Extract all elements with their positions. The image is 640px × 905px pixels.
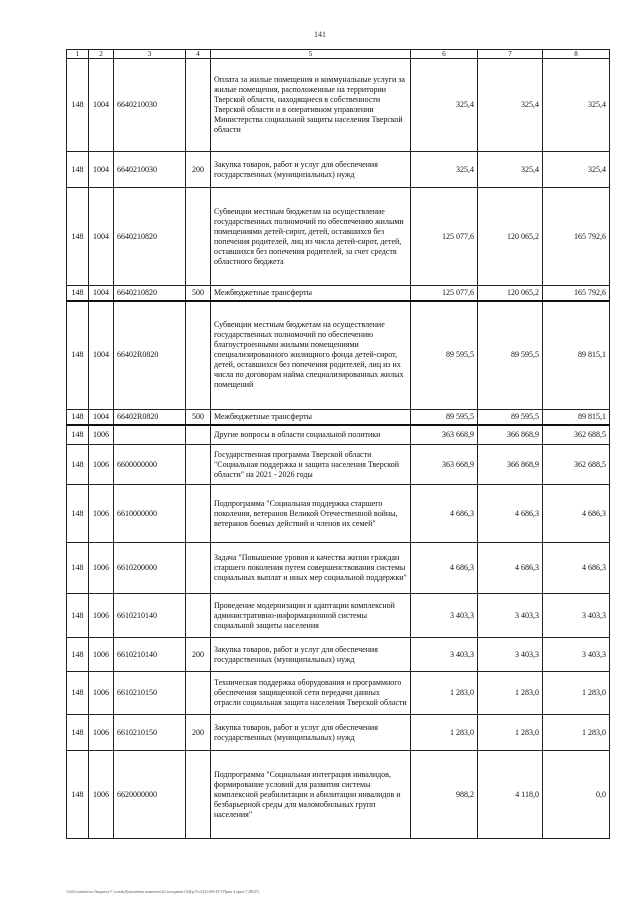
row-cell-amount-2024: 1 283,0 <box>411 715 478 751</box>
row-cell-name: Задача "Повышение уровня и качества жизни граждан старшего поколения путем совершенствования системы социальных выплат и иных мер социальной поддержки" <box>211 543 411 594</box>
table-row <box>67 543 610 594</box>
table-row <box>67 672 610 715</box>
row-cell-subsection: 1004 <box>89 59 114 152</box>
row-cell-target-code: 6610210150 <box>114 715 186 751</box>
row-cell-section: 148 <box>67 59 89 152</box>
table-row <box>67 188 610 286</box>
row-cell-amount-2025: 120 065,2 <box>478 286 543 302</box>
row-cell-section: 148 <box>67 543 89 594</box>
row-cell-amount-2025: 325,4 <box>478 59 543 152</box>
row-cell-section: 148 <box>67 638 89 672</box>
row-cell-subsection: 1004 <box>89 301 114 409</box>
row-cell-subsection: 1004 <box>89 286 114 302</box>
row-cell-target-code: 6600000000 <box>114 445 186 485</box>
row-cell-amount-2025: 325,4 <box>478 152 543 188</box>
row-cell-amount-2024: 125 077,6 <box>411 286 478 302</box>
row-cell-subsection: 1006 <box>89 445 114 485</box>
table-row <box>67 425 610 445</box>
row-cell-section: 148 <box>67 594 89 638</box>
row-cell-target-code: 6640210030 <box>114 59 186 152</box>
row-cell-section: 148 <box>67 286 89 302</box>
row-cell-expense-type: 200 <box>186 152 211 188</box>
row-cell-subsection: 1006 <box>89 715 114 751</box>
table-row <box>67 286 610 302</box>
row-cell-expense-type <box>186 425 211 445</box>
row-cell-amount-2024: 125 077,6 <box>411 188 478 286</box>
row-cell-section: 148 <box>67 485 89 543</box>
row-cell-section: 148 <box>67 425 89 445</box>
row-cell-name: Техническая поддержка оборудования и программного обеспечения защищенной сети передачи данных отрасли социальная защита населения Тверской области <box>211 672 411 715</box>
row-cell-target-code: 6610210140 <box>114 638 186 672</box>
row-cell-target-code: 6620000000 <box>114 751 186 839</box>
row-cell-name: Закупка товаров, работ и услуг для обеспечения государственных (муниципальных) нужд <box>211 638 411 672</box>
table-row <box>67 715 610 751</box>
row-cell-amount-2026: 1 283,0 <box>543 672 610 715</box>
row-cell-name: Межбюджетные трансферты <box>211 286 411 302</box>
table-row <box>67 638 610 672</box>
row-cell-amount-2024: 325,4 <box>411 152 478 188</box>
row-cell-amount-2026: 362 688,5 <box>543 445 610 485</box>
row-cell-amount-2025: 4 686,3 <box>478 485 543 543</box>
row-cell-subsection: 1006 <box>89 672 114 715</box>
row-cell-name: Подпрограмма "Социальная поддержка старшего поколения, ветеранов Великой Отечественной войны, ветеранов боевых действий и членов их семей" <box>211 485 411 543</box>
row-cell-amount-2025: 120 065,2 <box>478 188 543 286</box>
row-cell-amount-2024: 363 668,9 <box>411 445 478 485</box>
row-cell-amount-2026: 325,4 <box>543 152 610 188</box>
row-cell-amount-2024: 363 668,9 <box>411 425 478 445</box>
row-cell-section: 148 <box>67 672 89 715</box>
header-cell: 3 <box>114 50 186 59</box>
row-cell-amount-2026: 3 403,3 <box>543 638 610 672</box>
header-cell: 5 <box>211 50 411 59</box>
row-cell-amount-2026: 1 283,0 <box>543 715 610 751</box>
row-cell-target-code: 66402R0820 <box>114 409 186 425</box>
row-cell-section: 148 <box>67 715 89 751</box>
row-cell-subsection: 1004 <box>89 188 114 286</box>
row-cell-amount-2024: 4 686,3 <box>411 485 478 543</box>
row-cell-expense-type <box>186 543 211 594</box>
row-cell-amount-2024: 3 403,3 <box>411 594 478 638</box>
row-cell-subsection: 1006 <box>89 638 114 672</box>
table-row <box>67 485 610 543</box>
header-cell: 7 <box>478 50 543 59</box>
header-cell: 4 <box>186 50 211 59</box>
row-cell-amount-2026: 4 686,3 <box>543 543 610 594</box>
row-cell-amount-2026: 165 792,6 <box>543 188 610 286</box>
row-cell-target-code: 6610000000 <box>114 485 186 543</box>
table-row <box>67 751 610 839</box>
row-cell-amount-2024: 3 403,3 <box>411 638 478 672</box>
row-cell-subsection: 1004 <box>89 152 114 188</box>
budget-table <box>66 49 610 839</box>
header-cell: 6 <box>411 50 478 59</box>
row-cell-amount-2024: 4 686,3 <box>411 543 478 594</box>
row-cell-amount-2026: 89 815,1 <box>543 301 610 409</box>
row-cell-name: Другие вопросы в области социальной политики <box>211 425 411 445</box>
row-cell-target-code: 6610210140 <box>114 594 186 638</box>
row-cell-target-code: 66402R0820 <box>114 301 186 409</box>
table-header-row <box>67 50 610 59</box>
row-cell-amount-2026: 362 688,5 <box>543 425 610 445</box>
row-cell-name: Государственная программа Тверской области "Социальная поддержка и защита населения Тверской области" на 2021 - 2026 годы <box>211 445 411 485</box>
row-cell-amount-2025: 4 686,3 <box>478 543 543 594</box>
row-cell-section: 148 <box>67 152 89 188</box>
row-cell-expense-type: 500 <box>186 409 211 425</box>
footer-path: \\fs02\comitet\по бюджету\7 созыв\Документы комитета\24 заседание (04)\p\Vs\(24) 460-П-7\Прил 4 прил 7 (ВСР) <box>66 889 259 894</box>
table-row <box>67 301 610 409</box>
row-cell-target-code: 6640210820 <box>114 286 186 302</box>
row-cell-subsection: 1006 <box>89 751 114 839</box>
row-cell-section: 148 <box>67 409 89 425</box>
row-cell-amount-2024: 89 595,5 <box>411 409 478 425</box>
row-cell-amount-2024: 1 283,0 <box>411 672 478 715</box>
row-cell-amount-2025: 89 595,5 <box>478 409 543 425</box>
row-cell-amount-2024: 89 595,5 <box>411 301 478 409</box>
row-cell-name: Субвенции местным бюджетам на осуществление государственных полномочий по обеспечению благоустроенными жилыми помещениями специализированного жилищного фонда детей-сирот, детей, оставшихся без попечения родителей, лиц из их числа по договорам найма специализированных жилых помещений <box>211 301 411 409</box>
row-cell-expense-type <box>186 594 211 638</box>
row-cell-name: Проведение модернизации и адаптации комплексной административно-информационной системы социальной защиты населения <box>211 594 411 638</box>
row-cell-name: Оплата за жилые помещения и коммунальные услуги за жилые помещения, расположенные на территории Тверской области, находящиеся в собственности Тверской области и в оперативном управлении Министерства социальной защиты населения Тверской области <box>211 59 411 152</box>
row-cell-target-code: 6640210030 <box>114 152 186 188</box>
row-cell-target-code <box>114 425 186 445</box>
row-cell-section: 148 <box>67 188 89 286</box>
row-cell-expense-type <box>186 301 211 409</box>
row-cell-expense-type: 200 <box>186 638 211 672</box>
row-cell-amount-2025: 366 868,9 <box>478 445 543 485</box>
row-cell-target-code: 6610210150 <box>114 672 186 715</box>
row-cell-section: 148 <box>67 301 89 409</box>
row-cell-expense-type <box>186 445 211 485</box>
row-cell-amount-2025: 1 283,0 <box>478 715 543 751</box>
row-cell-name: Межбюджетные трансферты <box>211 409 411 425</box>
row-cell-section: 148 <box>67 751 89 839</box>
row-cell-amount-2024: 325,4 <box>411 59 478 152</box>
header-cell: 8 <box>543 50 610 59</box>
row-cell-section: 148 <box>67 445 89 485</box>
row-cell-expense-type <box>186 751 211 839</box>
row-cell-amount-2025: 3 403,3 <box>478 594 543 638</box>
table-row <box>67 594 610 638</box>
row-cell-amount-2026: 3 403,3 <box>543 594 610 638</box>
row-cell-expense-type: 200 <box>186 715 211 751</box>
row-cell-amount-2025: 4 118,0 <box>478 751 543 839</box>
row-cell-subsection: 1006 <box>89 594 114 638</box>
table-row <box>67 59 610 152</box>
row-cell-amount-2025: 3 403,3 <box>478 638 543 672</box>
row-cell-subsection: 1006 <box>89 543 114 594</box>
row-cell-subsection: 1006 <box>89 485 114 543</box>
row-cell-amount-2026: 4 686,3 <box>543 485 610 543</box>
row-cell-expense-type: 500 <box>186 286 211 302</box>
row-cell-name: Закупка товаров, работ и услуг для обеспечения государственных (муниципальных) нужд <box>211 152 411 188</box>
header-cell: 1 <box>67 50 89 59</box>
row-cell-amount-2026: 165 792,6 <box>543 286 610 302</box>
row-cell-target-code: 6640210820 <box>114 188 186 286</box>
row-cell-amount-2025: 366 868,9 <box>478 425 543 445</box>
row-cell-expense-type <box>186 485 211 543</box>
row-cell-expense-type <box>186 59 211 152</box>
row-cell-amount-2026: 89 815,1 <box>543 409 610 425</box>
row-cell-target-code: 6610200000 <box>114 543 186 594</box>
row-cell-amount-2026: 325,4 <box>543 59 610 152</box>
row-cell-name: Субвенции местным бюджетам на осуществление государственных полномочий по обеспечению жилыми помещениями детей-сирот, детей, оставшихся без попечения родителей, лиц из числа детей-сирот, детей, оставшихся без попечения родителей, за счет средств областного бюджета <box>211 188 411 286</box>
row-cell-amount-2024: 988,2 <box>411 751 478 839</box>
header-cell: 2 <box>89 50 114 59</box>
row-cell-name: Подпрограмма "Социальная интеграция инвалидов, формирование условий для развития системы комплексной реабилитации и абилитации инвалидов и безбарьерной среды для маломобильных групп населения" <box>211 751 411 839</box>
row-cell-amount-2026: 0,0 <box>543 751 610 839</box>
row-cell-expense-type <box>186 672 211 715</box>
row-cell-expense-type <box>186 188 211 286</box>
row-cell-subsection: 1004 <box>89 409 114 425</box>
page-number: 141 <box>314 30 326 39</box>
table-row <box>67 445 610 485</box>
table-row <box>67 152 610 188</box>
table-row <box>67 409 610 425</box>
row-cell-subsection: 1006 <box>89 425 114 445</box>
row-cell-name: Закупка товаров, работ и услуг для обеспечения государственных (муниципальных) нужд <box>211 715 411 751</box>
row-cell-amount-2025: 1 283,0 <box>478 672 543 715</box>
row-cell-amount-2025: 89 595,5 <box>478 301 543 409</box>
